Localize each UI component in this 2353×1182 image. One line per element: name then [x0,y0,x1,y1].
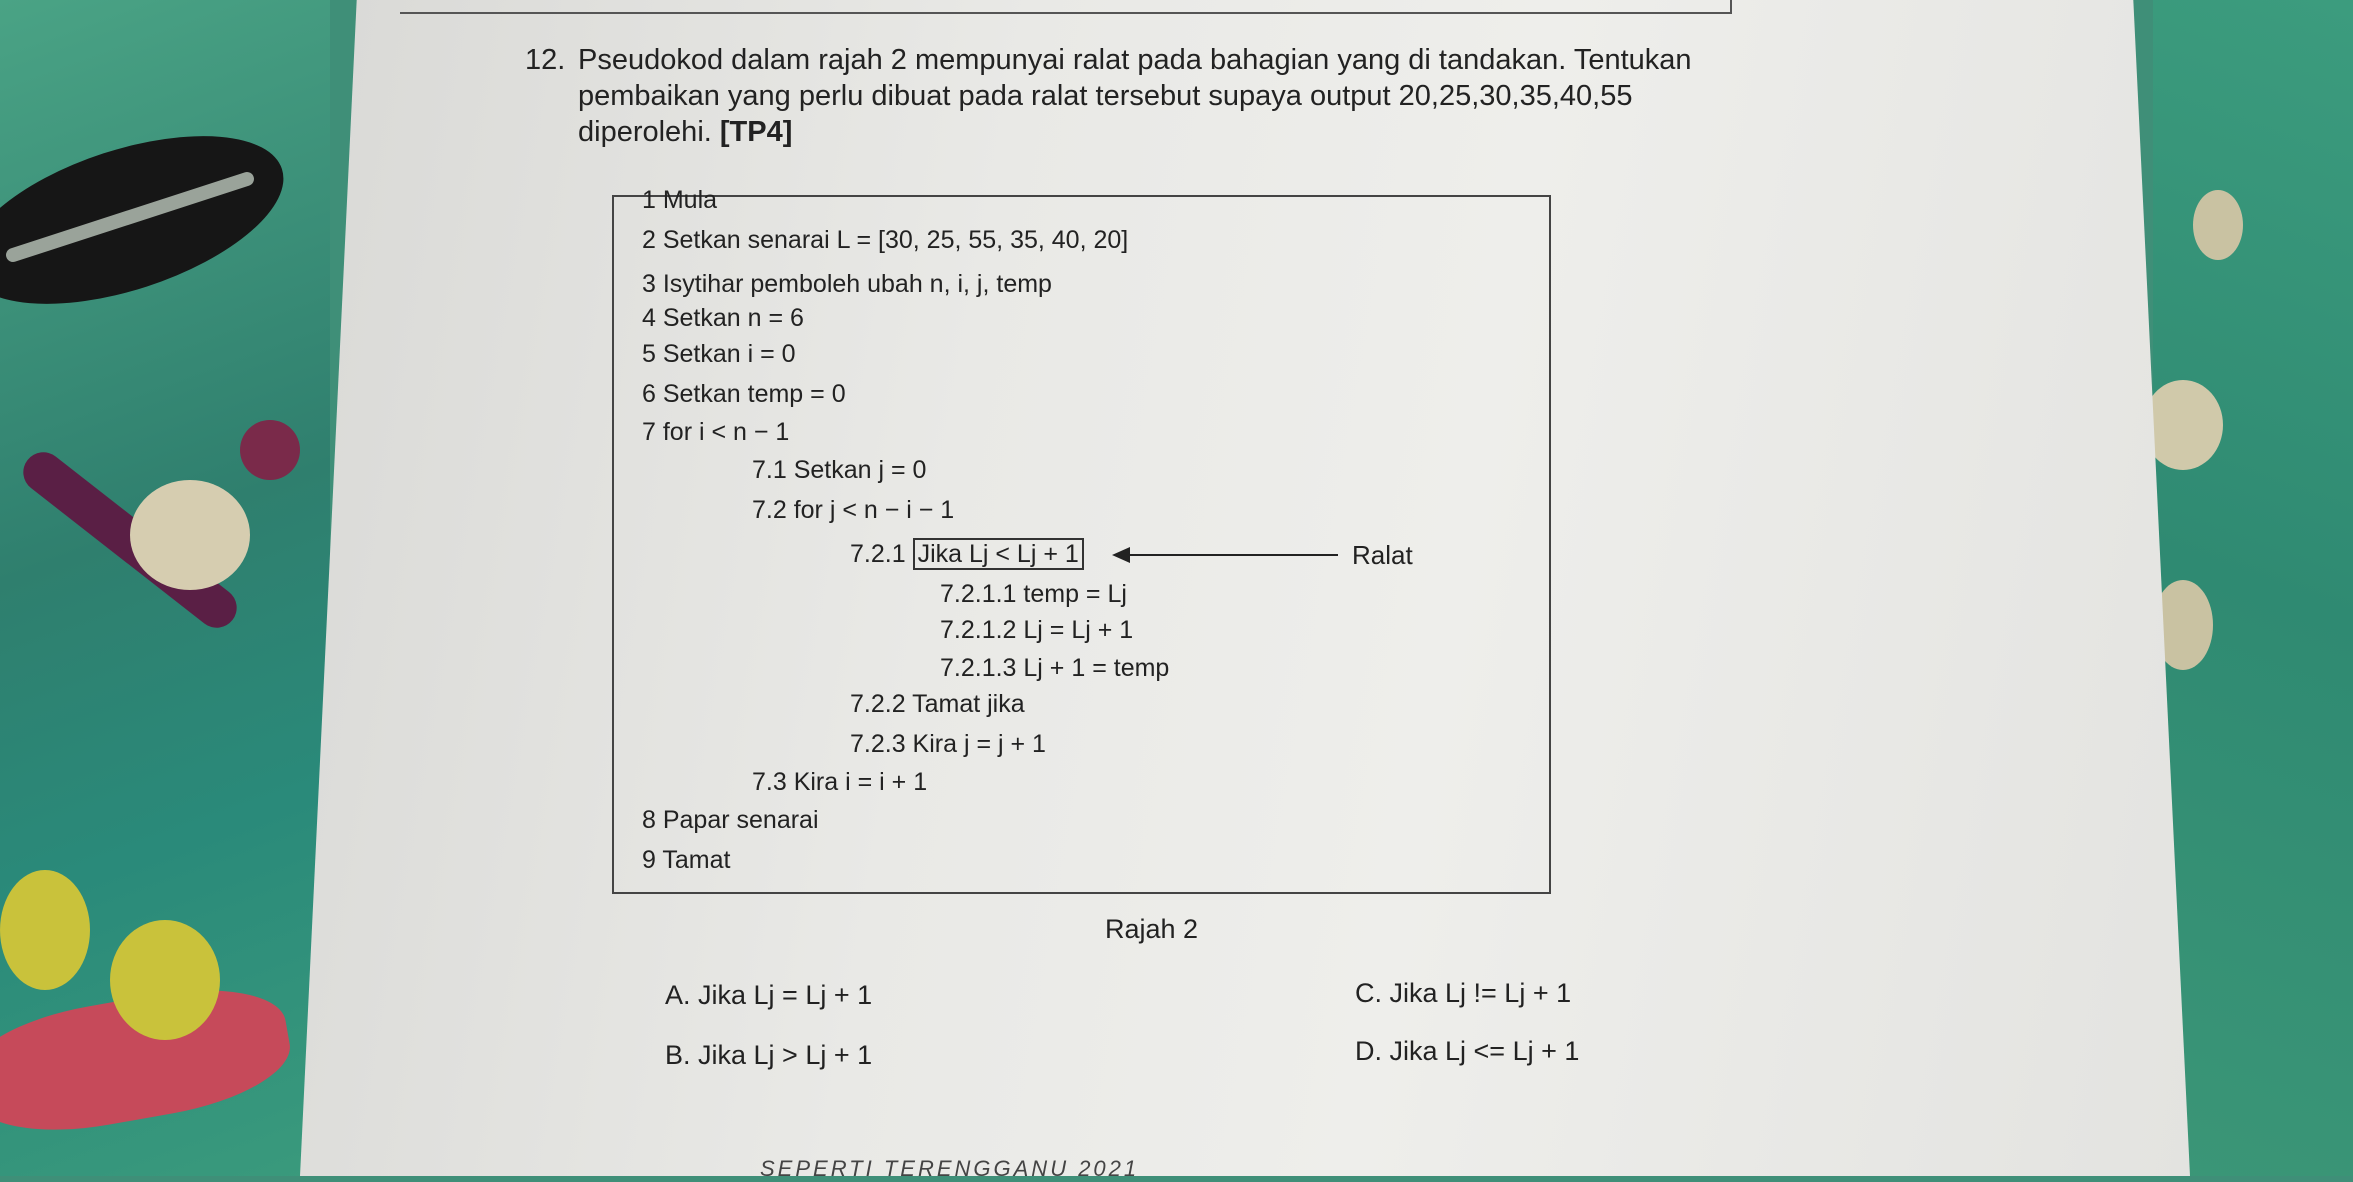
figure-caption: Rajah 2 [1105,914,1199,944]
code-line-number: 7.2.1 [850,540,906,568]
code-line: 6 Setkan temp = 0 [642,380,846,408]
code-line: 7.2.1.2 Lj = Lj + 1 [940,616,1134,644]
code-line: 7.1 Setkan j = 0 [752,456,927,484]
footer-text: SEPERTI TERENGGANU 2021 [760,1156,1140,1181]
error-highlight: Jika Lj < Lj + 1 [913,538,1084,570]
code-line: 9 Tamat [642,846,731,874]
code-line: 7.2.2 Tamat jika [850,690,1025,718]
fabric-spot [0,870,90,990]
previous-question-border [400,0,1732,14]
code-line: 7.2 for j < n − i − 1 [752,496,955,524]
code-line: 8 Papar senarai [642,806,819,834]
question-line-end: diperolehi. [578,116,712,148]
question-line: Pseudokod dalam rajah 2 mempunyai ralat pada bahagian yang di tandakan. Tentukan [578,44,1692,76]
question-number: 12. [525,44,566,76]
fabric-spot [2193,190,2243,260]
code-line: 3 Isytihar pemboleh ubah n, i, j, temp [642,270,1052,298]
option-b[interactable]: B. Jika Lj > Lj + 1 [665,1040,873,1070]
code-line: 7.2.1.3 Lj + 1 = temp [940,654,1170,682]
code-line: 5 Setkan i = 0 [642,340,796,368]
option-a[interactable]: A. Jika Lj = Lj + 1 [665,980,873,1010]
code-line: 7.2.3 Kira j = j + 1 [850,730,1046,758]
question-line [578,114,1758,150]
fabric-spot [130,480,250,590]
code-line: 7.3 Kira i = i + 1 [752,768,928,796]
fabric-spot [240,420,300,480]
code-line-error [850,540,1084,569]
error-label: Ralat [1352,540,1413,570]
code-line: 1 Mula [642,186,718,214]
level-tag: [TP4] [719,116,793,148]
error-arrow [1128,554,1338,556]
question-line: pembaikan yang perlu dibuat pada ralat tersebut supaya output 20,25,30,35,40,55 [578,80,1633,112]
code-line: 4 Setkan n = 6 [642,304,804,332]
question-text [578,42,1758,150]
option-d[interactable]: D. Jika Lj <= Lj + 1 [1355,1036,1580,1066]
code-line: 7.2.1.1 temp = Lj [940,580,1127,608]
code-line: 7 for i < n − 1 [642,418,790,446]
arrow-head-icon [1112,547,1130,563]
code-line: 2 Setkan senarai L = [30, 25, 55, 35, 40, 20] [642,226,1129,254]
fabric-spot [110,920,220,1040]
option-c[interactable]: C. Jika Lj != Lj + 1 [1355,978,1572,1008]
